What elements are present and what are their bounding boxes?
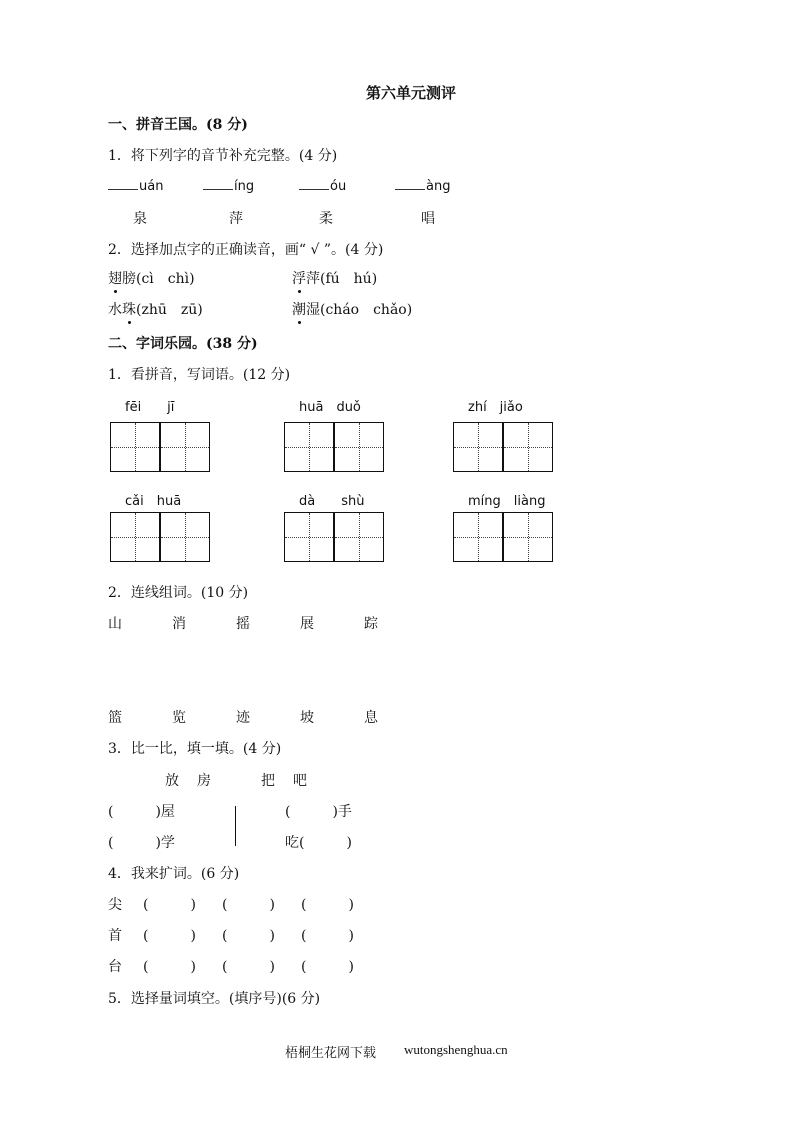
- pinyin-label-5: dà shù: [299, 494, 365, 509]
- syllable-blank-4: àng: [395, 178, 450, 194]
- match-top-5[interactable]: 踪: [364, 616, 378, 632]
- s2-q5-text: 5．选择量词填空。(填序号)(6 分): [108, 991, 321, 1007]
- reading-item-1: 翅膀(cì chì): [108, 268, 195, 288]
- expand-blank[interactable]: ( ): [143, 897, 196, 913]
- writing-grid-cell[interactable]: [110, 422, 160, 472]
- match-bottom-1[interactable]: 篮: [108, 710, 122, 726]
- s2-q1-text: 1．看拼音，写词语。(12 分): [108, 367, 291, 383]
- match-top-1[interactable]: 山: [108, 616, 122, 632]
- writing-grid-cell[interactable]: [160, 512, 210, 562]
- char-2: 萍: [229, 211, 243, 227]
- expand-blank[interactable]: ( ): [143, 959, 196, 975]
- compare-fill-4[interactable]: 吃( ): [285, 835, 352, 851]
- reading-item-3: 水珠(zhū zū): [108, 299, 203, 319]
- expand-blank[interactable]: ( ): [222, 928, 275, 944]
- match-top-4[interactable]: 展: [300, 616, 314, 632]
- reading-item-4: 潮湿(cháo chǎo): [292, 299, 412, 319]
- expand-blank[interactable]: ( ): [301, 928, 354, 944]
- match-bottom-5[interactable]: 息: [364, 710, 378, 726]
- writing-grid-cell[interactable]: [284, 422, 334, 472]
- pinyin-label-6: míng liàng: [468, 494, 546, 509]
- match-top-2[interactable]: 消: [172, 616, 186, 632]
- s2-q3-text: 3．比一比，填一填。(4 分): [108, 741, 282, 757]
- compare-divider: [235, 806, 236, 846]
- expand-blank[interactable]: ( ): [222, 897, 275, 913]
- writing-grid-cell[interactable]: [284, 512, 334, 562]
- expand-blank[interactable]: ( ): [222, 959, 275, 975]
- footer-url[interactable]: wutongshenghua.cn: [404, 1042, 508, 1057]
- expand-char-2: 首: [108, 928, 122, 944]
- writing-grid-cell[interactable]: [453, 512, 503, 562]
- match-top-3[interactable]: 摇: [236, 616, 250, 632]
- expand-char-1: 尖: [108, 897, 122, 913]
- writing-grid-cell[interactable]: [503, 422, 553, 472]
- page-title: 第六单元测评: [366, 84, 457, 102]
- writing-grid-cell[interactable]: [503, 512, 553, 562]
- char-4: 唱: [421, 211, 435, 227]
- reading-item-2: 浮萍(fú hú): [292, 268, 377, 288]
- writing-grid-cell[interactable]: [160, 422, 210, 472]
- pinyin-label-1: fēi jī: [125, 400, 175, 415]
- match-bottom-2[interactable]: 览: [172, 710, 186, 726]
- s1-q1-text: 1．将下列字的音节补充完整。(4 分): [108, 148, 338, 164]
- section2-heading: 二、字词乐园。(38 分): [108, 336, 258, 352]
- compare-fill-1[interactable]: ( )屋: [108, 804, 175, 820]
- writing-grid-cell[interactable]: [453, 422, 503, 472]
- compare-fill-3[interactable]: ( )手: [285, 804, 352, 820]
- compare-right-pair: 把 吧: [261, 773, 309, 789]
- s2-q2-text: 2．连线组词。(10 分): [108, 585, 249, 601]
- syllable-blank-1: uán: [108, 178, 163, 194]
- pinyin-label-4: cǎi huā: [125, 494, 182, 509]
- writing-grid-cell[interactable]: [110, 512, 160, 562]
- expand-char-3: 台: [108, 959, 122, 975]
- pinyin-label-3: zhí jiǎo: [468, 400, 523, 415]
- match-bottom-4[interactable]: 坡: [300, 710, 314, 726]
- writing-grid-cell[interactable]: [334, 512, 384, 562]
- compare-left-pair: 放 房: [165, 773, 213, 789]
- s1-q2-text: 2．选择加点字的正确读音，画“ √ ”。(4 分): [108, 242, 384, 258]
- footer-site-name: 梧桐生花网下载: [285, 1045, 377, 1060]
- char-1: 泉: [133, 211, 147, 227]
- expand-blank[interactable]: ( ): [301, 959, 354, 975]
- match-bottom-3[interactable]: 迹: [236, 710, 250, 726]
- pinyin-label-2: huā duǒ: [299, 400, 361, 415]
- section1-heading: 一、拼音王国。(8 分): [108, 117, 248, 133]
- char-3: 柔: [319, 211, 333, 227]
- writing-grid-cell[interactable]: [334, 422, 384, 472]
- syllable-blank-2: íng: [203, 178, 254, 194]
- compare-fill-2[interactable]: ( )学: [108, 835, 175, 851]
- s2-q4-text: 4．我来扩词。(6 分): [108, 866, 240, 882]
- syllable-blank-3: óu: [299, 178, 346, 194]
- expand-blank[interactable]: ( ): [143, 928, 196, 944]
- expand-blank[interactable]: ( ): [301, 897, 354, 913]
